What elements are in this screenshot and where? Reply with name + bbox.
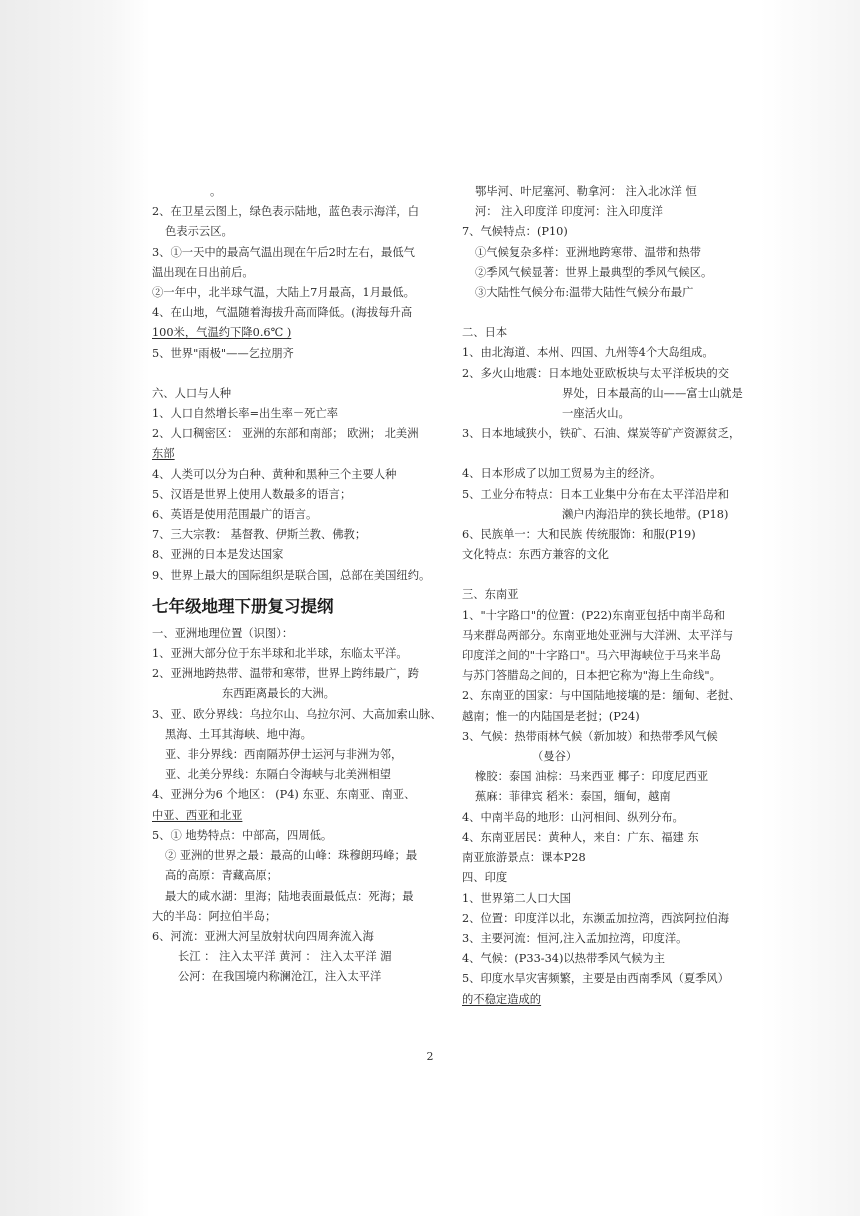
text-line: ①气候复杂多样：亚洲地跨寒带、温带和热带 <box>475 245 701 259</box>
text-line: 4、亚洲分为6 个地区： (P4) 东亚、东南亚、南亚、 <box>152 788 416 802</box>
page-number: 2 <box>426 1050 434 1063</box>
text-line: 黑海、土耳其海峡、地中海。 <box>165 727 312 741</box>
text-line: 2、位置：印度洋以北，东濒孟加拉湾，西滨阿拉伯海 <box>462 911 730 925</box>
text-line: 二、日本 <box>462 326 508 340</box>
text-line: 的不稳定造成的 <box>462 992 542 1006</box>
text-line: 四、印度 <box>462 871 508 885</box>
text-line: 长江 ： 注入太平洋 黄河 ： 注入太平洋 湄 <box>178 950 392 964</box>
text-line: 蕉麻：菲律宾 稻米：泰国，缅甸，越南 <box>475 790 671 804</box>
text-line: ② 亚洲的世界之最：最高的山峰：珠穆朗玛峰；最 <box>165 849 418 863</box>
text-line: 一、亚洲地理位置（识图）： <box>152 626 294 640</box>
left-column <box>152 182 442 988</box>
text-line: （曼谷） <box>532 750 578 764</box>
text-line: 高的高原：青藏高原； <box>165 869 278 883</box>
text-line: 4、中南半岛的地形：山河相间、纵列分布。 <box>462 810 684 824</box>
text-line: 2、多火山地震：日本地处亚欧板块与太平洋板块的交 <box>462 366 730 380</box>
text-line: 越南；惟一的内陆国是老挝；(P24) <box>462 709 640 723</box>
text-line: 濑户内海沿岸的狭长地带。(P18) <box>562 507 729 521</box>
text-line: 5、汉语是世界上使用人数最多的语言； <box>152 487 352 501</box>
right-column <box>462 182 748 1010</box>
text-line: 2、东南亚的国家：与中国陆地接壤的是：缅甸、老挝、 <box>462 689 741 703</box>
text-line: 5、① 地势特点：中部高，四周低。 <box>152 828 333 842</box>
text-line: 一座活火山。 <box>562 407 630 421</box>
text-line: 马来群岛两部分。东南亚地处亚洲与大洋洲、太平洋与 <box>462 628 734 642</box>
text-line: 7、气候特点：(P10) <box>462 225 568 239</box>
spacer <box>152 364 442 384</box>
text-line: 2、亚洲地跨热带、温带和寒带，世界上跨纬最广，跨 <box>152 667 420 681</box>
text-line: 河： 注入印度洋 印度河：注入印度洋 <box>475 205 663 219</box>
text-line: 6、英语是使用范围最广的语言。 <box>152 508 318 522</box>
text-line: 中亚、西亚和北亚 <box>152 808 243 822</box>
text-line: 3、主要河流：恒河,注入孟加拉湾，印度洋。 <box>462 931 688 945</box>
text-line: 5、工业分布特点：日本工业集中分布在太平洋沿岸和 <box>462 487 730 501</box>
text-line: ③大陆性气候分布:温带大陆性气候分布最广 <box>475 286 694 300</box>
text-line: 4、人类可以分为白种、黄种和黑种三个主要人种 <box>152 467 397 481</box>
text-line: 3、日本地域狭小，铁矿、石油、煤炭等矿产资源贫乏， <box>462 427 741 441</box>
spacer <box>462 565 748 585</box>
text-line: 4、东南亚居民：黄种人，来自：广东、福建 东 <box>462 830 699 844</box>
text-line: 三、东南亚 <box>462 588 519 602</box>
text-line: 橡胶：泰国 油棕：马来西亚 椰子：印度尼西亚 <box>475 770 709 784</box>
text-line: 文化特点：东西方兼容的文化 <box>462 548 609 562</box>
text-line: 公河：在我国境内称澜沧江，注入太平洋 <box>178 970 382 984</box>
text-line: ②季风气候显著：世界上最典型的季风气候区。 <box>475 265 713 279</box>
text-line: 6、民族单一：大和民族 传统服饰：和服(P19) <box>462 528 696 542</box>
text-line: 亚、北美分界线：东隔白令海峡与北美洲相望 <box>165 768 391 782</box>
spacer <box>462 303 748 323</box>
text-line: 1、"十字路口"的位置：(P22)东南亚包括中南半岛和 <box>462 608 726 622</box>
text-line: 色表示云区。 <box>165 225 233 239</box>
text-line: 六、人口与人种 <box>152 386 232 400</box>
text-line: 印度洋之间的"十字路口"。马六甲海峡位于马来半岛 <box>462 649 721 663</box>
text-line: 9、世界上最大的国际组织是联合国，总部在美国纽约。 <box>152 568 431 582</box>
text-line: 4、日本形成了以加工贸易为主的经济。 <box>462 467 662 481</box>
text-line: 1、人口自然增长率=出生率－死亡率 <box>152 407 339 421</box>
text-line: 界处，日本最高的山——富士山就是 <box>562 386 743 400</box>
text-line: 南亚旅游景点：课本P28 <box>462 851 586 865</box>
text-line: 100米，气温约下降0.6℃ ) <box>152 326 292 340</box>
text-line: 3、亚、欧分界线：乌拉尔山、乌拉尔河、大高加索山脉、 <box>152 707 442 721</box>
text-line: 温出现在日出前后。 <box>152 265 254 279</box>
text-line: 8、亚洲的日本是发达国家 <box>152 548 284 562</box>
text-line: 2、在卫星云图上，绿色表示陆地，蓝色表示海洋，白 <box>152 205 420 219</box>
text-line: 7、三大宗教： 基督教、伊斯兰教、佛教； <box>152 528 367 542</box>
text-line: 最大的咸水湖：里海；陆地表面最低点：死海；最 <box>165 889 414 903</box>
text-line: 鄂毕河、叶尼塞河、勒拿河： 注入北冰洋 恒 <box>475 185 697 198</box>
text-line: 6、河流：亚洲大河呈放射状向四周奔流入海 <box>152 929 374 943</box>
text-line: 1、世界第二人口大国 <box>462 891 571 905</box>
text-line: 4、在山地，气温随着海拔升高而降低。(海拔每升高 <box>152 306 413 320</box>
text-line: 东部 <box>152 447 175 461</box>
spacer <box>462 444 748 464</box>
text-line: 与苏门答腊岛之间的，日本把它称为"海上生命线"。 <box>462 669 721 683</box>
section-title: 七年级地理下册复习提纲 <box>152 596 334 616</box>
text-line: 亚、非分界线：西南隔苏伊士运河与非洲为邻， <box>165 748 403 762</box>
text-line: 5、印度水旱灾害频繁，主要是由西南季风（夏季风） <box>462 972 730 986</box>
text-line: 东西距离最长的大洲。 <box>222 687 335 701</box>
text-line: 大的半岛：阿拉伯半岛； <box>152 909 277 923</box>
text-line: 3、气候：热带雨林气候（新加坡）和热带季风气候 <box>462 729 718 743</box>
text-line: 2、人口稠密区： 亚洲的东部和南部； 欧洲； 北美洲 <box>152 427 419 441</box>
text-line: 1、亚洲大部分位于东半球和北半球，东临太平洋。 <box>152 647 408 661</box>
text-line: 1、由北海道、本州、四国、九州等4个大岛组成。 <box>462 346 714 360</box>
text-line: ②一年中，北半球气温，大陆上7月最高，1月最低。 <box>152 286 415 300</box>
text-line: 5、世界"雨极"——乞拉朋齐 <box>152 346 294 360</box>
text-line: 。 <box>210 185 222 198</box>
text-line: 4、气候：(P33-34)以热带季风气候为主 <box>462 952 666 966</box>
text-line: 3、①一天中的最高气温出现在午后2时左右，最低气 <box>152 245 415 259</box>
